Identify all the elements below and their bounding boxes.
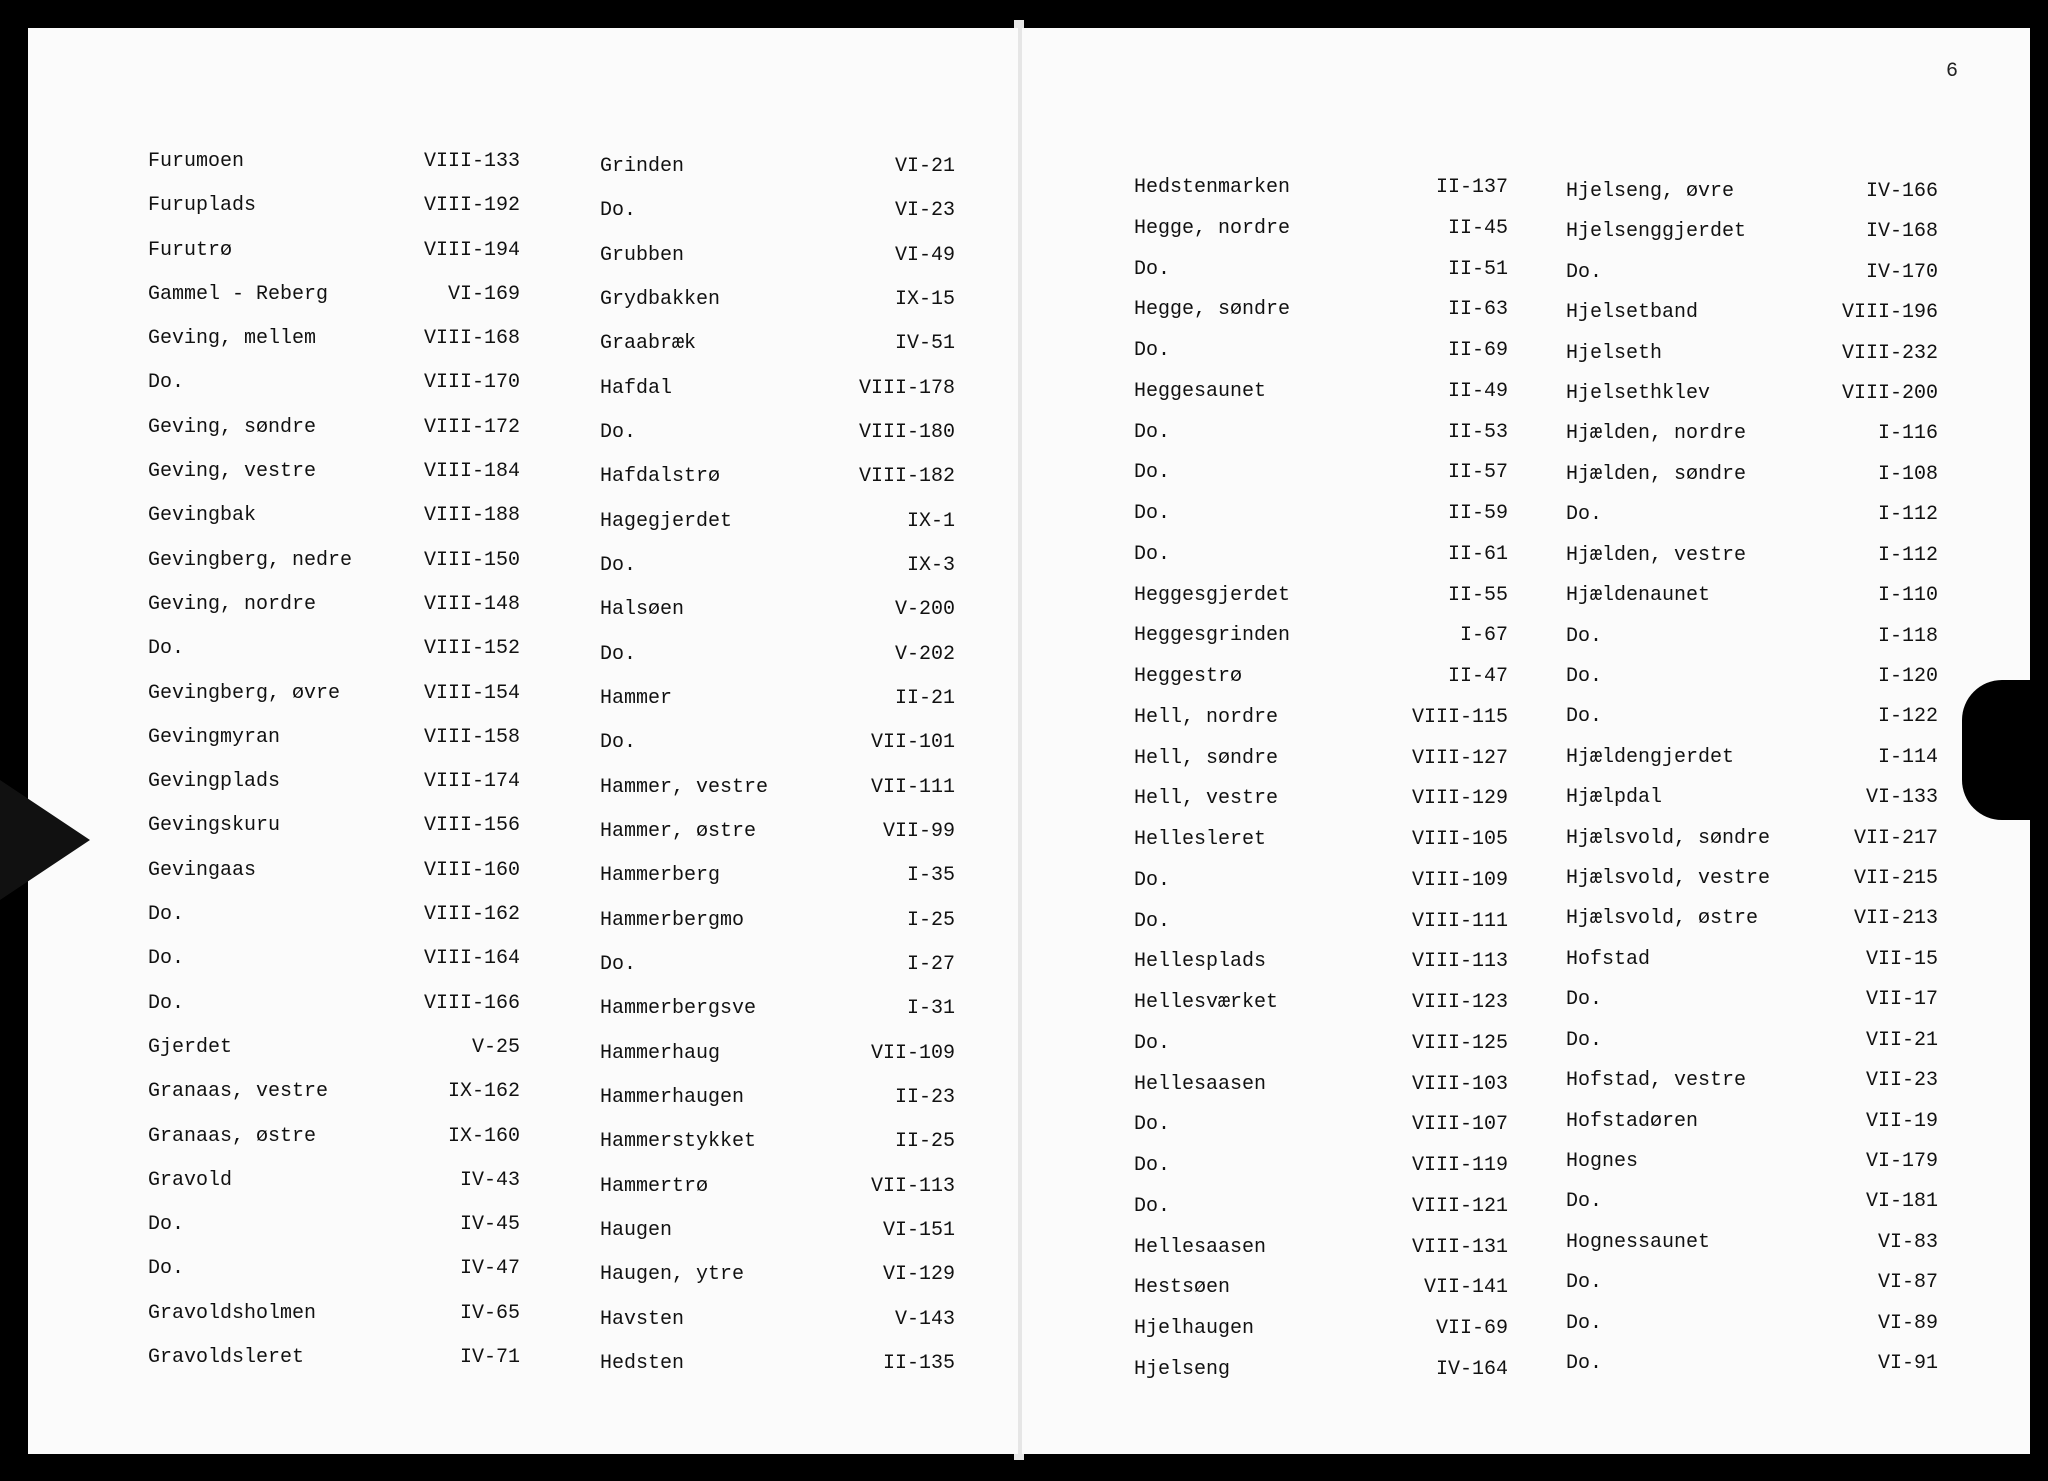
entry-code: VIII-200: [1841, 382, 1938, 405]
entry-name: Do.: [148, 371, 185, 394]
entry-name: Do.: [1134, 258, 1171, 281]
entry-code: II-53: [1447, 421, 1508, 444]
entry-name: Do.: [600, 953, 637, 976]
entry-code: VII-111: [870, 776, 955, 799]
entry-code: II-45: [1447, 217, 1508, 240]
entry-name: Gevingberg, øvre: [148, 682, 341, 705]
entry-code: II-59: [1447, 502, 1508, 525]
entry-name: Do.: [1134, 461, 1171, 484]
entry-code: VIII-164: [423, 947, 520, 970]
entry-code: VIII-174: [423, 770, 520, 793]
entry-code: IV-168: [1865, 220, 1938, 243]
entry-name: Hjælden, søndre: [1566, 463, 1747, 486]
entry-code: I-31: [906, 997, 955, 1020]
entry-code: VII-99: [882, 820, 955, 843]
entry-name: Do.: [600, 731, 637, 754]
entry-code: IV-170: [1865, 261, 1938, 284]
entry-code: IV-166: [1865, 180, 1938, 203]
entry-code: VII-215: [1853, 867, 1938, 890]
entry-code: VII-23: [1865, 1069, 1938, 1092]
entry-code: VIII-156: [423, 814, 520, 837]
entry-name: Do.: [148, 637, 185, 660]
entry-code: VII-141: [1423, 1276, 1508, 1299]
entry-name: Geving, søndre: [148, 416, 317, 439]
entry-name: Hammerbergsve: [600, 997, 757, 1020]
entry-name: Do.: [1134, 502, 1171, 525]
entry-code: VI-169: [447, 283, 520, 306]
entry-name: Hofstad, vestre: [1566, 1069, 1747, 1092]
entry-name: Do.: [1134, 339, 1171, 362]
entry-code: V-200: [894, 598, 955, 621]
entry-name: Hammer, østre: [600, 820, 757, 843]
entry-name: Gevingberg, nedre: [148, 549, 353, 572]
entry-name: Grubben: [600, 244, 685, 267]
entry-name: Do.: [1566, 1029, 1603, 1052]
entry-code: I-118: [1877, 625, 1938, 648]
entry-code: VIII-113: [1411, 950, 1508, 973]
entry-name: Hjelsenggjerdet: [1566, 220, 1747, 243]
entry-name: Hjelsethklev: [1566, 382, 1711, 405]
entry-name: Hjældenaunet: [1566, 584, 1711, 607]
entry-code: VIII-160: [423, 859, 520, 882]
entry-code: I-108: [1877, 463, 1938, 486]
entry-code: VIII-115: [1411, 706, 1508, 729]
entry-code: VI-181: [1865, 1190, 1938, 1213]
entry-code: II-25: [894, 1130, 955, 1153]
entry-code: VIII-131: [1411, 1236, 1508, 1259]
entry-name: Do.: [1566, 503, 1603, 526]
entry-code: VIII-125: [1411, 1032, 1508, 1055]
entry-name: Furuplads: [148, 194, 257, 217]
entry-code: I-25: [906, 909, 955, 932]
entry-name: Hedstenmarken: [1134, 176, 1291, 199]
entry-name: Hell, vestre: [1134, 787, 1279, 810]
entry-name: Hjældengjerdet: [1566, 746, 1735, 769]
entry-code: VIII-133: [423, 150, 520, 173]
entry-code: IV-164: [1435, 1358, 1508, 1381]
entry-name: Hjælpdal: [1566, 786, 1663, 809]
entry-name: Do.: [600, 643, 637, 666]
entry-code: IV-45: [459, 1213, 520, 1236]
entry-code: VIII-111: [1411, 910, 1508, 933]
entry-code: II-21: [894, 687, 955, 710]
left-page-tab-marker: [0, 780, 90, 900]
entry-code: II-55: [1447, 584, 1508, 607]
entry-name: Hofstad: [1566, 948, 1651, 971]
entry-code: VIII-194: [423, 239, 520, 262]
entry-code: VI-49: [894, 244, 955, 267]
entry-code: II-69: [1447, 339, 1508, 362]
entry-code: VI-87: [1877, 1271, 1938, 1294]
entry-code: VIII-121: [1411, 1195, 1508, 1218]
entry-code: VI-129: [882, 1263, 955, 1286]
entry-code: VIII-129: [1411, 787, 1508, 810]
entry-code: I-114: [1877, 746, 1938, 769]
entry-name: Gevingmyran: [148, 726, 281, 749]
entry-name: Hagegjerdet: [600, 510, 733, 533]
entry-name: Grydbakken: [600, 288, 721, 311]
entry-code: VIII-232: [1841, 342, 1938, 365]
entry-code: VII-15: [1865, 948, 1938, 971]
entry-name: Gevingbak: [148, 504, 257, 527]
entry-code: I-110: [1877, 584, 1938, 607]
entry-code: VIII-170: [423, 371, 520, 394]
entry-name: Hell, søndre: [1134, 747, 1279, 770]
entry-name: Hammertrø: [600, 1175, 709, 1198]
entry-code: VIII-107: [1411, 1113, 1508, 1136]
entry-code: IX-162: [447, 1080, 520, 1103]
entry-name: Hjelhaugen: [1134, 1317, 1255, 1340]
entry-code: II-47: [1447, 665, 1508, 688]
entry-name: Hammerhaugen: [600, 1086, 745, 1109]
entry-code: VIII-119: [1411, 1154, 1508, 1177]
entry-code: VIII-166: [423, 992, 520, 1015]
entry-code: IV-65: [459, 1302, 520, 1325]
entry-name: Hafdalstrø: [600, 465, 721, 488]
entry-code: I-112: [1877, 544, 1938, 567]
entry-name: Geving, mellem: [148, 327, 317, 350]
entry-name: Gevingskuru: [148, 814, 281, 837]
entry-code: I-122: [1877, 705, 1938, 728]
entry-name: Do.: [1134, 1113, 1171, 1136]
entry-code: VI-179: [1865, 1150, 1938, 1173]
entry-name: Hellesaasen: [1134, 1236, 1267, 1259]
entry-name: Hjælsvold, vestre: [1566, 867, 1771, 890]
entry-name: Do.: [1134, 543, 1171, 566]
entry-name: Granaas, østre: [148, 1125, 317, 1148]
entry-name: Do.: [1566, 1312, 1603, 1335]
entry-code: VI-133: [1865, 786, 1938, 809]
entry-code: IV-47: [459, 1257, 520, 1280]
entry-code: VI-91: [1877, 1352, 1938, 1375]
entry-code: VIII-196: [1841, 301, 1938, 324]
right-page-tab-marker: [1962, 680, 2048, 820]
entry-code: VII-69: [1435, 1317, 1508, 1340]
entry-code: IV-71: [459, 1346, 520, 1369]
entry-name: Hellesaasen: [1134, 1073, 1267, 1096]
entry-name: Do.: [600, 421, 637, 444]
entry-code: VI-89: [1877, 1312, 1938, 1335]
entry-code: V-202: [894, 643, 955, 666]
entry-name: Hellesplads: [1134, 950, 1267, 973]
entry-code: II-49: [1447, 380, 1508, 403]
entry-name: Havsten: [600, 1308, 685, 1331]
entry-name: Hegge, søndre: [1134, 298, 1291, 321]
entry-name: Heggesaunet: [1134, 380, 1267, 403]
entry-code: VIII-123: [1411, 991, 1508, 1014]
entry-name: Do.: [1566, 988, 1603, 1011]
entry-name: Do.: [1566, 665, 1603, 688]
entry-name: Gravoldsholmen: [148, 1302, 317, 1325]
entry-code: VIII-184: [423, 460, 520, 483]
entry-name: Hognes: [1566, 1150, 1639, 1173]
entry-name: Halsøen: [600, 598, 685, 621]
entry-code: I-120: [1877, 665, 1938, 688]
entry-code: I-116: [1877, 422, 1938, 445]
entry-code: I-112: [1877, 503, 1938, 526]
entry-name: Hjelseng, øvre: [1566, 180, 1735, 203]
entry-code: VII-21: [1865, 1029, 1938, 1052]
entry-name: Hjælsvold, søndre: [1566, 827, 1771, 850]
entry-code: VIII-168: [423, 327, 520, 350]
entry-code: II-23: [894, 1086, 955, 1109]
entry-name: Hjælden, nordre: [1566, 422, 1747, 445]
entry-name: Do.: [1134, 1032, 1171, 1055]
entry-code: IX-3: [906, 554, 955, 577]
entry-name: Hognessaunet: [1566, 1231, 1711, 1254]
entry-name: Furutrø: [148, 239, 233, 262]
entry-code: VIII-152: [423, 637, 520, 660]
entry-name: Hjelsetband: [1566, 301, 1699, 324]
entry-name: Furumoen: [148, 150, 245, 173]
entry-code: VIII-148: [423, 593, 520, 616]
entry-code: II-57: [1447, 461, 1508, 484]
entry-code: VII-17: [1865, 988, 1938, 1011]
entry-name: Hammerbergmo: [600, 909, 745, 932]
entry-code: VII-217: [1853, 827, 1938, 850]
entry-name: Do.: [148, 903, 185, 926]
entry-name: Haugen, ytre: [600, 1263, 745, 1286]
entry-code: II-63: [1447, 298, 1508, 321]
entry-name: Heggesgjerdet: [1134, 584, 1291, 607]
entry-code: VII-113: [870, 1175, 955, 1198]
entry-code: VII-19: [1865, 1110, 1938, 1133]
entry-name: Do.: [1566, 705, 1603, 728]
entry-name: Do.: [1566, 1352, 1603, 1375]
entry-name: Gevingaas: [148, 859, 257, 882]
entry-code: VIII-180: [858, 421, 955, 444]
entry-name: Do.: [148, 947, 185, 970]
entry-name: Hestsøen: [1134, 1276, 1231, 1299]
entry-code: VIII-154: [423, 682, 520, 705]
entry-name: Do.: [1134, 869, 1171, 892]
entry-name: Gammel - Reberg: [148, 283, 329, 306]
entry-name: Gravold: [148, 1169, 233, 1192]
entry-code: VIII-178: [858, 377, 955, 400]
entry-name: Do.: [1134, 1154, 1171, 1177]
entry-code: VIII-192: [423, 194, 520, 217]
entry-name: Hedsten: [600, 1352, 685, 1375]
entry-code: I-35: [906, 864, 955, 887]
entry-code: VIII-150: [423, 549, 520, 572]
entry-name: Grinden: [600, 155, 685, 178]
entry-code: II-135: [882, 1352, 955, 1375]
entry-code: VIII-188: [423, 504, 520, 527]
entry-name: Do.: [148, 1213, 185, 1236]
entry-name: Gjerdet: [148, 1036, 233, 1059]
entry-code: I-27: [906, 953, 955, 976]
entry-code: VIII-172: [423, 416, 520, 439]
entry-name: Do.: [1566, 1271, 1603, 1294]
entry-name: Graabræk: [600, 332, 697, 355]
entry-code: VII-109: [870, 1042, 955, 1065]
entry-code: VI-151: [882, 1219, 955, 1242]
entry-code: VIII-103: [1411, 1073, 1508, 1096]
entry-name: Hammerstykket: [600, 1130, 757, 1153]
entry-name: Geving, nordre: [148, 593, 317, 616]
entry-name: Heggestrø: [1134, 665, 1243, 688]
entry-name: Do.: [148, 1257, 185, 1280]
entry-name: Do.: [1134, 910, 1171, 933]
entry-name: Do.: [148, 992, 185, 1015]
entry-code: V-25: [471, 1036, 520, 1059]
entry-code: IX-1: [906, 510, 955, 533]
entry-name: Gravoldsleret: [148, 1346, 305, 1369]
entry-name: Hell, nordre: [1134, 706, 1279, 729]
entry-name: Hjelseth: [1566, 342, 1663, 365]
entry-code: VIII-158: [423, 726, 520, 749]
entry-name: Hellesleret: [1134, 828, 1267, 851]
entry-name: Granaas, vestre: [148, 1080, 329, 1103]
entry-name: Do.: [600, 199, 637, 222]
entry-code: I-67: [1459, 624, 1508, 647]
entry-name: Hammer, vestre: [600, 776, 769, 799]
entry-name: Hafdal: [600, 377, 673, 400]
entry-name: Hjelseng: [1134, 1358, 1231, 1381]
entry-code: VIII-182: [858, 465, 955, 488]
entry-name: Do.: [1134, 1195, 1171, 1218]
entry-code: VI-21: [894, 155, 955, 178]
entry-code: VI-23: [894, 199, 955, 222]
entry-code: IV-43: [459, 1169, 520, 1192]
entry-name: Do.: [600, 554, 637, 577]
entry-code: VIII-162: [423, 903, 520, 926]
entry-name: Hjælden, vestre: [1566, 544, 1747, 567]
entry-name: Hjælsvold, østre: [1566, 907, 1759, 930]
entry-name: Do.: [1566, 1190, 1603, 1213]
entry-code: VI-83: [1877, 1231, 1938, 1254]
entry-name: Do.: [1566, 625, 1603, 648]
entry-name: Hellesværket: [1134, 991, 1279, 1014]
entry-code: VII-101: [870, 731, 955, 754]
entry-name: Hammerhaug: [600, 1042, 721, 1065]
entry-code: II-51: [1447, 258, 1508, 281]
entry-code: V-143: [894, 1308, 955, 1331]
entry-name: Hofstadøren: [1566, 1110, 1699, 1133]
entry-code: II-137: [1435, 176, 1508, 199]
entry-code: VIII-109: [1411, 869, 1508, 892]
entry-name: Haugen: [600, 1219, 673, 1242]
entry-code: VIII-105: [1411, 828, 1508, 851]
entry-name: Hammer: [600, 687, 673, 710]
entry-name: Gevingplads: [148, 770, 281, 793]
entry-code: IX-15: [894, 288, 955, 311]
entry-code: VIII-127: [1411, 747, 1508, 770]
entry-name: Geving, vestre: [148, 460, 317, 483]
entry-name: Heggesgrinden: [1134, 624, 1291, 647]
entry-name: Hegge, nordre: [1134, 217, 1291, 240]
entry-code: II-61: [1447, 543, 1508, 566]
entry-name: Do.: [1566, 261, 1603, 284]
page-number: 6: [1946, 60, 1959, 83]
entry-name: Do.: [1134, 421, 1171, 444]
entry-code: IV-51: [894, 332, 955, 355]
entry-code: IX-160: [447, 1125, 520, 1148]
entry-code: VII-213: [1853, 907, 1938, 930]
entry-name: Hammerberg: [600, 864, 721, 887]
